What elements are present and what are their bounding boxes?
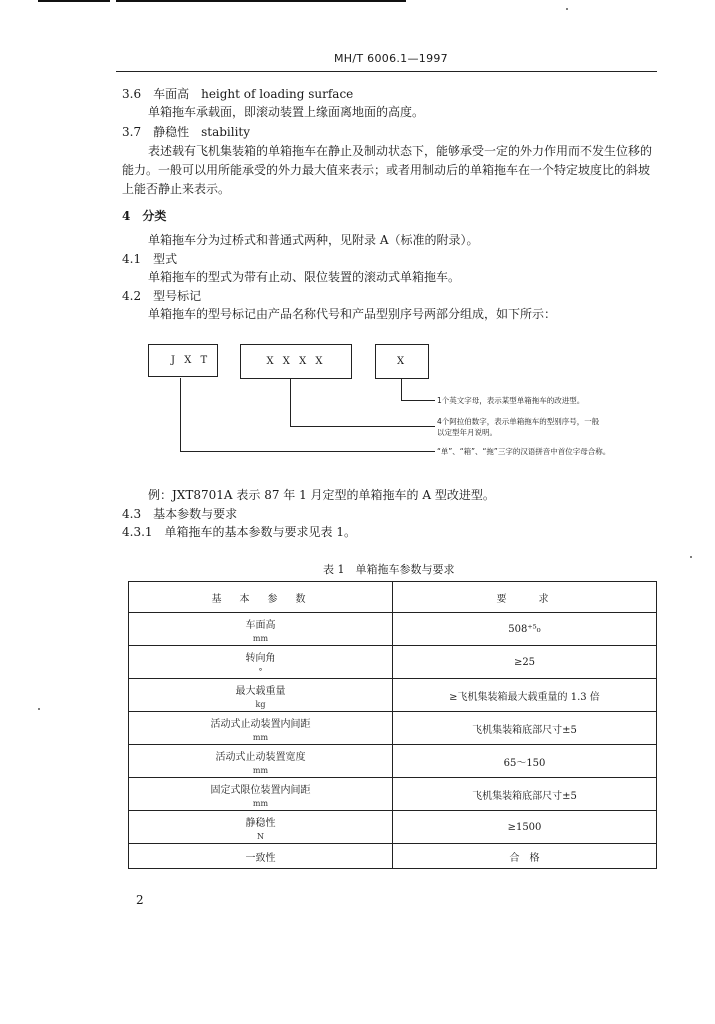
section-4-1-heading: 4.1 型式 bbox=[122, 252, 178, 266]
param-unit: mm bbox=[252, 633, 269, 643]
param-name: 活动式止动装置内间距 bbox=[210, 718, 311, 730]
table-header-row bbox=[129, 582, 657, 613]
leader-line-name bbox=[180, 451, 435, 452]
section-3-7-line1: 表述载有飞机集装箱的单箱拖车在静止及制动状态下，能够承受一定的外力作用而不发生位移的 bbox=[148, 144, 653, 158]
example-text: 例：JXT8701A 表示 87 年 1 月定型的单箱拖车的 A 型改进型。 bbox=[148, 488, 495, 502]
param-cell bbox=[129, 679, 393, 712]
requirement-cell: 合 格 bbox=[393, 844, 657, 869]
param-cell: 一致性 bbox=[129, 844, 393, 869]
param-name: 最大载重量 bbox=[235, 685, 286, 697]
leader-line-number bbox=[290, 378, 291, 427]
section-4-3-heading: 4.3 基本参数与要求 bbox=[122, 507, 238, 521]
param-name: 转向角 bbox=[245, 652, 276, 664]
improvement-letter-text: X bbox=[396, 356, 408, 367]
note-type-number-line2: 以定型年月说明。 bbox=[437, 428, 497, 437]
param-name: 活动式止动装置宽度 bbox=[215, 751, 306, 763]
section-3-6-heading: 3.6 车面高 height of loading surface bbox=[122, 87, 354, 101]
param-cell bbox=[129, 712, 393, 745]
note-name-code: “单”、“箱”、“拖”三字的汉语拼音中首位字母合称。 bbox=[437, 447, 611, 456]
scan-artifact-line bbox=[38, 0, 110, 2]
section-4-1-body: 单箱拖车的型式为带有止动、限位装置的滚动式单箱拖车。 bbox=[148, 270, 461, 284]
param-name: 车面高 bbox=[245, 619, 276, 631]
section-3-7-heading: 3.7 静稳性 stability bbox=[122, 125, 251, 139]
param-cell bbox=[129, 646, 393, 679]
leader-line-number bbox=[290, 426, 435, 427]
section-4-3-1-text: 4.3.1 单箱拖车的基本参数与要求见表 1。 bbox=[122, 525, 356, 539]
requirement-cell: 65～150 bbox=[393, 745, 657, 778]
requirement-cell: 飞机集装箱底部尺寸±5 bbox=[393, 778, 657, 811]
section-3-7-line3: 上能否静止来表示。 bbox=[122, 182, 231, 196]
requirement-cell: ≥25 bbox=[393, 646, 657, 679]
name-code-text: J X T bbox=[171, 355, 211, 366]
table-row bbox=[129, 811, 657, 844]
page-number: 2 bbox=[136, 893, 144, 907]
note-type-number-line1: 4个阿拉伯数字，表示单箱拖车的型别序号，一般 bbox=[437, 417, 600, 426]
table-row bbox=[129, 613, 657, 646]
param-unit: kg bbox=[255, 699, 266, 709]
param-unit: N bbox=[257, 831, 264, 841]
scan-artifact-line bbox=[116, 0, 406, 2]
leader-line-letter bbox=[401, 378, 402, 401]
requirement-cell: ≥飞机集装箱最大载重量的 1.3 倍 bbox=[393, 679, 657, 712]
improvement-letter-box bbox=[375, 344, 429, 379]
header-requirement: 要 求 bbox=[393, 582, 657, 613]
param-unit: mm bbox=[252, 765, 269, 775]
section-4-2-heading: 4.2 型号标记 bbox=[122, 289, 202, 303]
param-cell bbox=[129, 811, 393, 844]
requirement-cell: 508⁺⁵₀ bbox=[393, 613, 657, 646]
param-cell bbox=[129, 778, 393, 811]
table-row bbox=[129, 679, 657, 712]
param-cell bbox=[129, 745, 393, 778]
type-number-text: X X X X bbox=[266, 356, 326, 367]
param-unit: mm bbox=[252, 732, 269, 742]
standard-number: MH/T 6006.1—1997 bbox=[334, 52, 448, 65]
leader-line-letter bbox=[401, 400, 435, 401]
header-param: 基 本 参 数 bbox=[129, 582, 393, 613]
name-code-box bbox=[148, 344, 218, 377]
table-row bbox=[129, 712, 657, 745]
requirement-cell: ≥1500 bbox=[393, 811, 657, 844]
scan-speck bbox=[38, 708, 40, 710]
table-row bbox=[129, 778, 657, 811]
param-unit: mm bbox=[252, 798, 269, 808]
param-unit: ° bbox=[258, 666, 263, 676]
table-row bbox=[129, 745, 657, 778]
param-cell bbox=[129, 613, 393, 646]
section-3-6-body: 单箱拖车承载面，即滚动装置上缘面离地面的高度。 bbox=[148, 105, 425, 119]
requirement-cell: 飞机集装箱底部尺寸±5 bbox=[393, 712, 657, 745]
section-4-heading: 4 分类 bbox=[122, 209, 167, 223]
note-improvement-letter: 1个英文字母，表示某型单箱拖车的改进型。 bbox=[437, 396, 585, 405]
table-row bbox=[129, 844, 657, 869]
table-row bbox=[129, 646, 657, 679]
param-name: 静稳性 bbox=[245, 817, 276, 829]
section-4-body: 单箱拖车分为过桥式和普通式两种，见附录 A（标准的附录）。 bbox=[148, 233, 479, 247]
section-3-7-line2: 能力。一般可以用所能承受的外力最大值来表示；或者用制动后的单箱拖车在一个特定坡度比的斜坡 bbox=[122, 163, 651, 177]
section-4-2-body: 单箱拖车的型号标记由产品名称代号和产品型别序号两部分组成，如下所示： bbox=[148, 307, 557, 321]
leader-line-name bbox=[180, 378, 181, 452]
scan-speck bbox=[566, 8, 568, 10]
parameter-table bbox=[128, 581, 657, 869]
scan-speck bbox=[690, 556, 692, 558]
table-caption: 表 1 单箱拖车参数与要求 bbox=[323, 563, 455, 576]
type-number-box bbox=[240, 344, 352, 379]
header-rule bbox=[116, 71, 657, 72]
param-name: 固定式限位装置内间距 bbox=[210, 784, 311, 796]
